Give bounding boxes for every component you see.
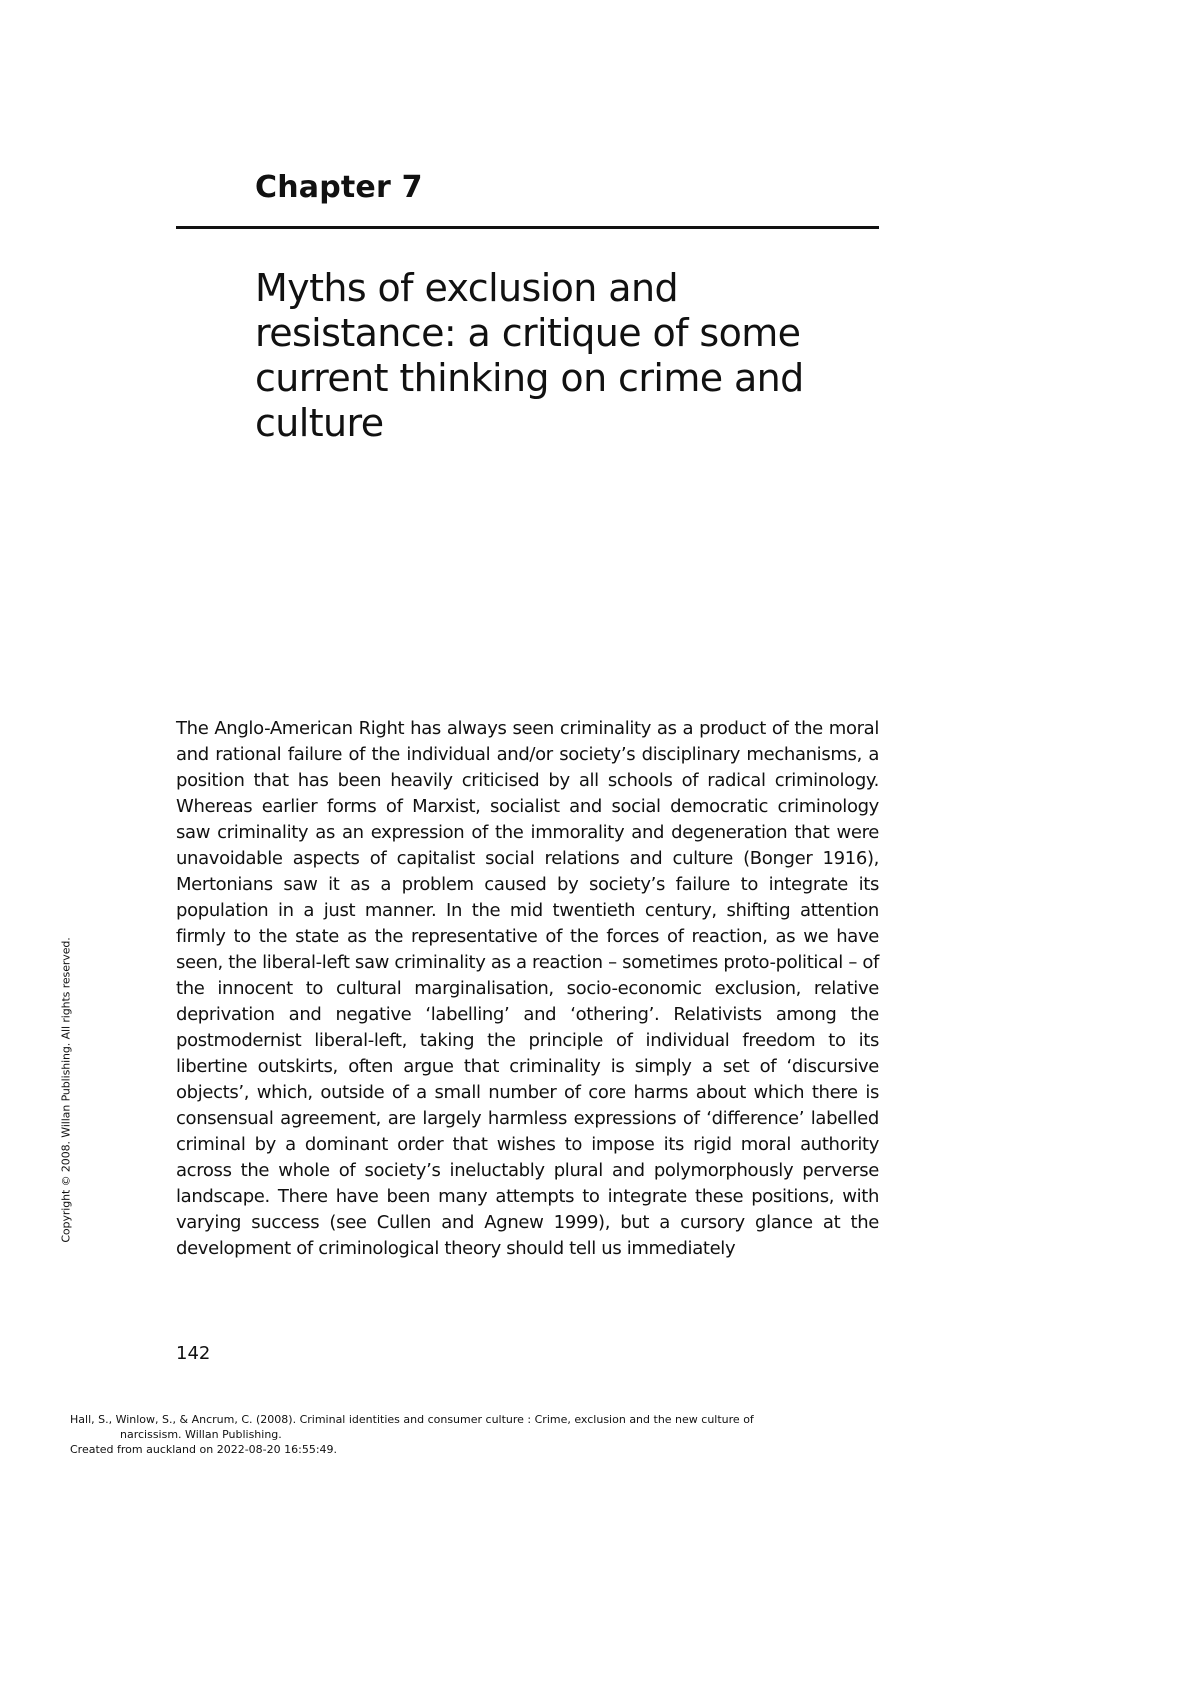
page-number: 142 bbox=[176, 1343, 211, 1364]
chapter-rule bbox=[176, 226, 879, 229]
citation-footer bbox=[70, 1412, 870, 1457]
created-timestamp: Created from auckland on 2022-08-20 16:55:49. bbox=[70, 1443, 338, 1456]
citation-line: Hall, S., Winlow, S., & Ancrum, C. (2008). Criminal identities and consumer culture : Crime, exclusion and the new culture of bbox=[70, 1413, 754, 1426]
chapter-label: Chapter 7 bbox=[255, 170, 423, 205]
chapter-title: Myths of exclusion and resistance: a critique of some current thinking on crime and culture bbox=[255, 266, 804, 445]
citation-line-continued: narcissism. Willan Publishing. bbox=[120, 1428, 282, 1441]
body-paragraph: The Anglo-American Right has always seen criminality as a product of the moral and rational failure of the individual and/or society’s disciplinary mechanisms, a position that has been heavily criticised by all schools of radical criminology. Whereas earlier forms of Marxist, socialist and social democratic criminology saw criminality as an expression of the immorality and degeneration that were unavoidable aspects of capitalist social relations and culture (Bonger 1916), Mertonians saw it as a problem caused by society’s failure to integrate its population in a just manner. In the mid twentieth century, shifting attention firmly to the state as the representative of the forces of reaction, as we have seen, the liberal-left saw criminality as a reaction – sometimes proto-political – of the innocent to cultural marginalisation, socio-economic exclusion, relative deprivation and negative ‘labelling’ and ‘othering’. Relativists among the postmodernist liberal-left, taking the principle of individual freedom to its libertine outskirts, often argue that criminality is simply a set of ‘discursive objects’, which, outside of a small number of core harms about which there is consensual agreement, are largely harmless expressions of ‘difference’ labelled criminal by a dominant order that wishes to impose its rigid moral authority across the whole of society’s ineluctably plural and polymorphously perverse landscape. There have been many attempts to integrate these positions, with varying success (see Cullen and Agnew 1999), but a cursory glance at the development of criminological theory should tell us immediately bbox=[176, 718, 879, 1259]
copyright-notice: Copyright © 2008. Willan Publishing. All rights reserved. bbox=[59, 937, 73, 1243]
